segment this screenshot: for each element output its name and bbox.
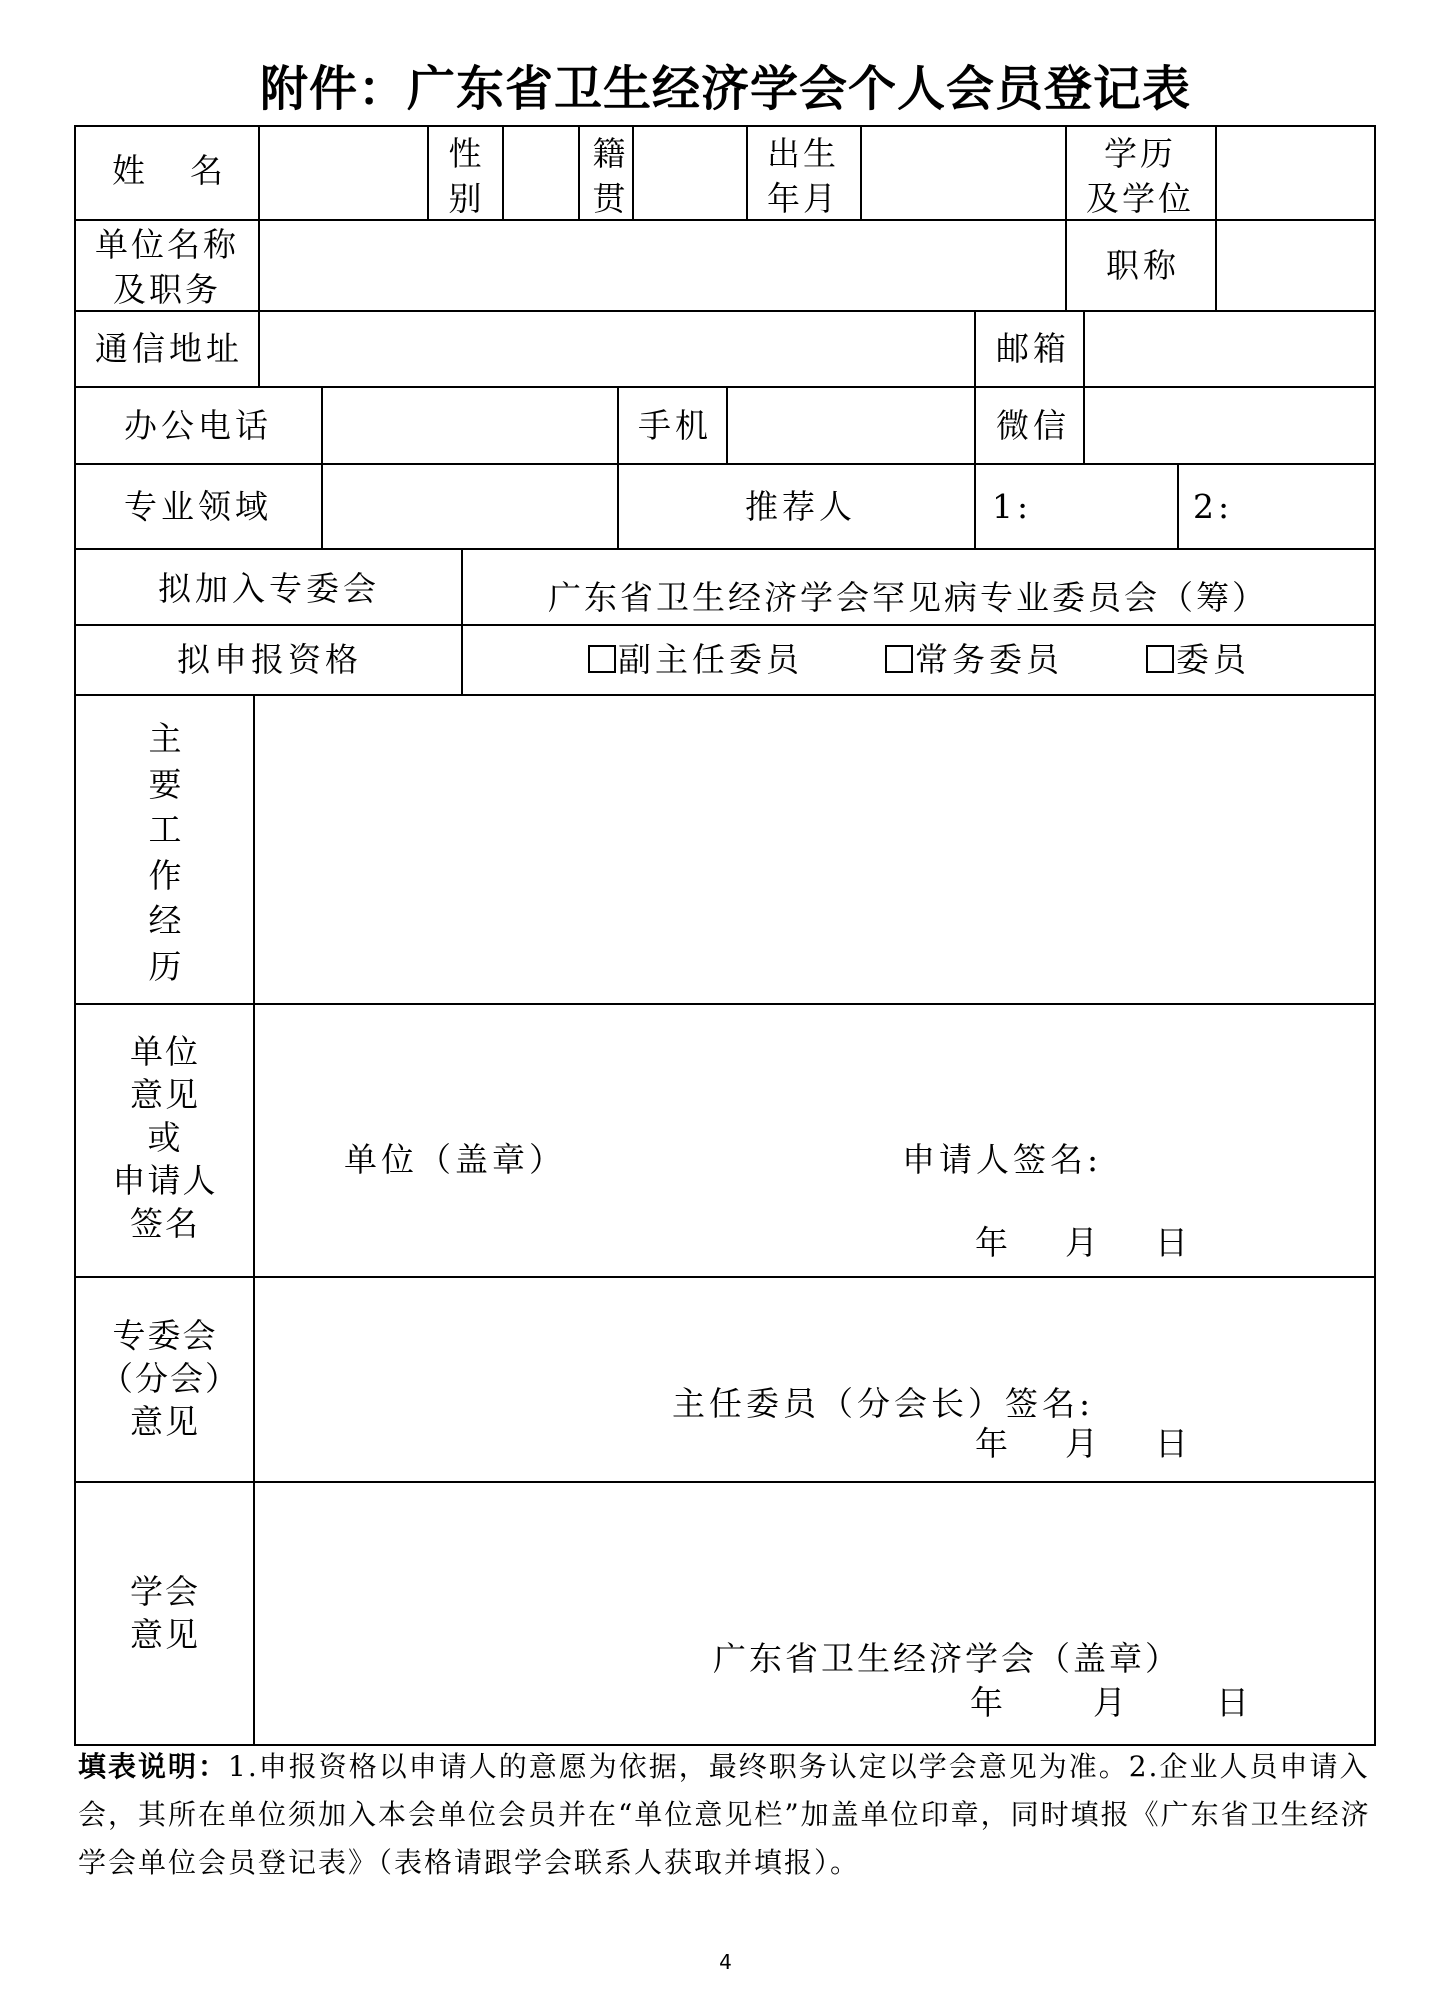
org-opinion-label: 单位 意见 或 申请人 签名 bbox=[112, 1032, 218, 1243]
recommender-1-label: 1: bbox=[992, 487, 1033, 526]
date-text: 年 月 日 bbox=[975, 1223, 1200, 1262]
mobile-label: 手机 bbox=[638, 406, 712, 445]
applicant-signature-text: 申请人签名: bbox=[902, 1140, 1103, 1179]
checkbox-icon[interactable] bbox=[885, 645, 913, 673]
society-opinion-label: 学会 意见 bbox=[130, 1572, 200, 1654]
instructions-heading: 填表说明： bbox=[78, 1750, 229, 1783]
option-standing-member[interactable]: 常务委员 bbox=[885, 643, 1063, 676]
option-member[interactable]: 委员 bbox=[1146, 643, 1250, 676]
job-title-label: 职称 bbox=[1106, 246, 1180, 285]
org-stamp-text: 单位（盖章） bbox=[344, 1140, 566, 1179]
office-phone-label: 办公电话 bbox=[124, 406, 272, 445]
table-border-top bbox=[74, 125, 1376, 127]
birth-date-label: 出生 年月 bbox=[767, 134, 839, 218]
wechat-label: 微信 bbox=[996, 406, 1070, 445]
professional-field-label: 专业领域 bbox=[124, 487, 272, 526]
society-stamp-text: 广东省卫生经济学会（盖章） bbox=[713, 1639, 1181, 1678]
checkbox-icon[interactable] bbox=[1146, 645, 1174, 673]
address-label: 通信地址 bbox=[95, 329, 243, 368]
recommender-label: 推荐人 bbox=[745, 487, 856, 526]
name-label: 姓 名 bbox=[112, 151, 229, 190]
qualification-label: 拟申报资格 bbox=[177, 640, 362, 679]
gender-label: 性 别 bbox=[448, 134, 482, 218]
checkbox-icon[interactable] bbox=[588, 645, 616, 673]
committee-opinion-label: 专委会 （分会） 意见 bbox=[100, 1316, 240, 1441]
date-text: 年 月 日 bbox=[970, 1683, 1257, 1722]
instructions-text: 1.申报资格以申请人的意愿为依据，最终职务认定以学会意见为准。2.企业人员申请入会，其所在单位须加入本会单位会员并在“单位意见栏”加盖单位印章，同时填报《广东省卫生经济学会单位会员登记表》（表格请跟学会联系人获取并填报）。 bbox=[78, 1750, 1371, 1879]
date-text: 年 月 日 bbox=[975, 1424, 1200, 1463]
work-experience-label: 主 要 工 作 经 历 bbox=[148, 719, 182, 986]
committee-value: 广东省卫生经济学会罕见病专业委员会（筹） bbox=[548, 578, 1268, 617]
option-vice-chair[interactable]: 副主任委员 bbox=[588, 643, 803, 676]
organization-label: 单位名称 及职务 bbox=[95, 225, 239, 309]
table-border-right bbox=[1374, 125, 1376, 1745]
filling-instructions bbox=[78, 1743, 1378, 1887]
committee-label: 拟加入专委会 bbox=[158, 569, 380, 608]
recommender-2-label: 2: bbox=[1193, 487, 1234, 526]
table-border-left bbox=[74, 125, 76, 1745]
email-label: 邮箱 bbox=[996, 329, 1070, 368]
page-number: 4 bbox=[719, 1950, 732, 1974]
page-title: 附件：广东省卫生经济学会个人会员登记表 bbox=[259, 61, 1191, 117]
chair-signature-text: 主任委员（分会长）签名: bbox=[672, 1384, 1095, 1423]
education-label: 学历 及学位 bbox=[1086, 134, 1194, 218]
native-place-label: 籍 贯 bbox=[592, 134, 626, 218]
